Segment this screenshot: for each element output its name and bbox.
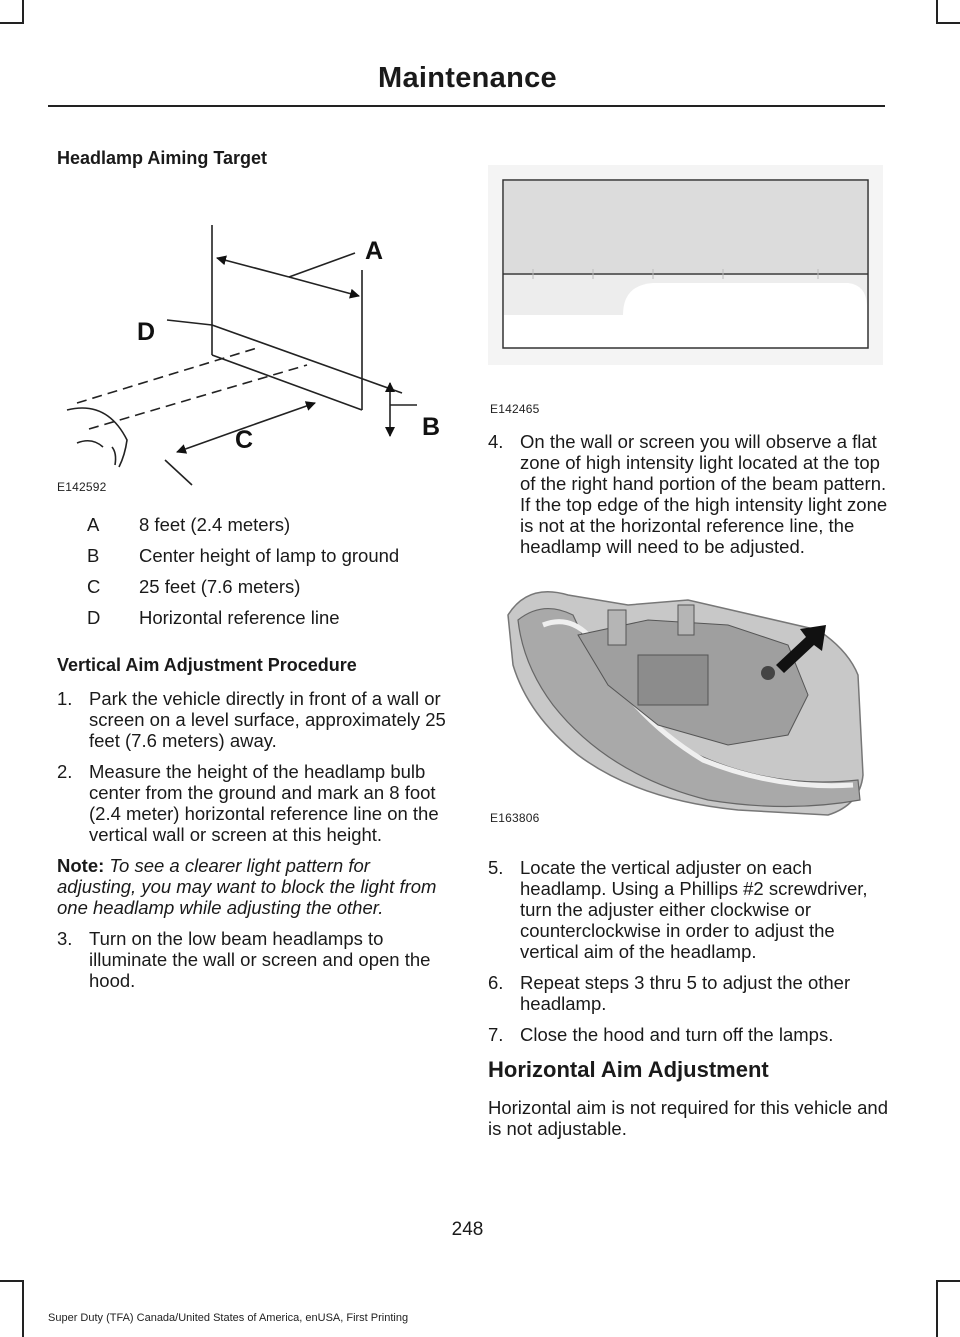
step-text: Turn on the low beam headlamps to illuminate the wall or screen and open the hood.	[89, 928, 431, 991]
step-number: 2.	[57, 761, 73, 782]
step-item	[57, 928, 447, 991]
step-number: 3.	[57, 928, 73, 949]
figure-code: E163806	[490, 811, 540, 825]
step-text: Park the vehicle directly in front of a wall or screen on a level surface, approximately 25 feet (7.6 meters) away.	[89, 688, 446, 751]
aiming-target-diagram	[57, 185, 447, 490]
crop-mark	[0, 1280, 22, 1282]
step-item	[488, 1024, 888, 1045]
right-column	[488, 165, 888, 1139]
crop-mark	[938, 22, 960, 24]
footer-text: Super Duty (TFA) Canada/United States of America, enUSA, First Printing	[48, 1312, 409, 1324]
step-text: Measure the height of the headlamp bulb center from the ground and mark an 8 foot (2.4 meter) horizontal reference line on the vertical wall or screen at this height.	[89, 761, 439, 845]
vehicle-outline	[67, 408, 127, 467]
horizontal-aim-text: Horizontal aim is not required for this vehicle and is not adjustable.	[488, 1097, 888, 1139]
vertical-adjuster	[761, 666, 775, 680]
crop-mark	[22, 0, 24, 24]
legend-row	[57, 607, 447, 628]
step-item	[488, 431, 888, 557]
step-number: 7.	[488, 1024, 504, 1045]
legend-text: 25 feet (7.6 meters)	[139, 576, 301, 597]
crop-mark	[936, 1280, 938, 1337]
step-item	[488, 972, 888, 1014]
aiming-legend	[57, 514, 447, 628]
legend-text: 8 feet (2.4 meters)	[139, 514, 291, 535]
legend-key: D	[87, 607, 101, 628]
step-item	[488, 857, 888, 962]
wall-bottom-edge	[212, 355, 362, 410]
aiming-target-heading: Headlamp Aiming Target	[57, 148, 268, 168]
final-steps	[488, 857, 888, 1045]
callout-c: C	[235, 426, 254, 454]
legend-text: Horizontal reference line	[139, 607, 340, 628]
callout-b: B	[422, 413, 441, 441]
step-item	[57, 688, 447, 751]
step-text: Locate the vertical adjuster on each headlamp. Using a Phillips #2 screwdriver, turn the adjuster either clockwise or counterclockwise in order to adjust the vertical aim of the headlamp.	[520, 857, 868, 962]
page-number: 248	[451, 1219, 484, 1240]
note-text: To see a clearer light pattern for adjusting, you may want to block the light from one headlamp while adjusting the other.	[57, 855, 437, 918]
step-number: 6.	[488, 972, 504, 993]
legend-key: C	[87, 576, 101, 597]
crop-mark	[22, 1280, 24, 1337]
figure-code: E142465	[490, 402, 540, 416]
crop-mark	[0, 22, 22, 24]
reference-line-d	[167, 320, 212, 325]
step-text: On the wall or screen you will observe a flat zone of high intensity light located at the top of the right hand portion of the beam pattern. If the top edge of the high intensity light zone is not at the horizontal reference line, the headlamp will need to be adjusted.	[520, 431, 888, 557]
step-item	[57, 761, 447, 845]
high-intensity-zone	[623, 283, 867, 315]
callout-d: D	[137, 318, 156, 346]
headlamp-illustration	[488, 575, 883, 820]
step-text: Repeat steps 3 thru 5 to adjust the other headlamp.	[520, 972, 851, 1014]
legend-row	[57, 514, 447, 535]
beam-pattern-figure	[488, 165, 883, 415]
aiming-target-figure	[57, 185, 447, 494]
beam-upper-zone	[504, 181, 867, 273]
dimension-c	[247, 403, 315, 427]
legend-text: Center height of lamp to ground	[139, 545, 400, 566]
step-number: 5.	[488, 857, 504, 878]
step-number: 4.	[488, 431, 504, 452]
left-column	[57, 145, 447, 1001]
page-title: Maintenance	[378, 62, 557, 94]
callout-a: A	[365, 237, 384, 265]
header-divider	[48, 105, 885, 107]
legend-row	[57, 576, 447, 597]
beam-pattern-diagram	[488, 165, 883, 365]
crop-mark	[938, 1280, 960, 1282]
legend-key: B	[87, 545, 100, 566]
vertical-aim-steps	[57, 688, 447, 845]
beam-line-upper	[77, 348, 257, 403]
step-text: Close the hood and turn off the lamps.	[520, 1024, 834, 1045]
dimension-a	[217, 258, 289, 277]
note-label: Note:	[57, 855, 105, 876]
figure-code: E142592	[57, 480, 107, 494]
headlamp-figure	[488, 575, 883, 837]
vertical-aim-heading: Vertical Aim Adjustment Procedure	[57, 655, 357, 675]
legend-row	[57, 545, 447, 566]
horizontal-aim-heading: Horizontal Aim Adjustment	[488, 1057, 769, 1082]
legend-key: A	[87, 514, 100, 535]
step-number: 1.	[57, 688, 73, 709]
crop-mark	[936, 0, 938, 24]
beam-line-lower	[89, 365, 307, 429]
note-paragraph	[57, 855, 447, 918]
